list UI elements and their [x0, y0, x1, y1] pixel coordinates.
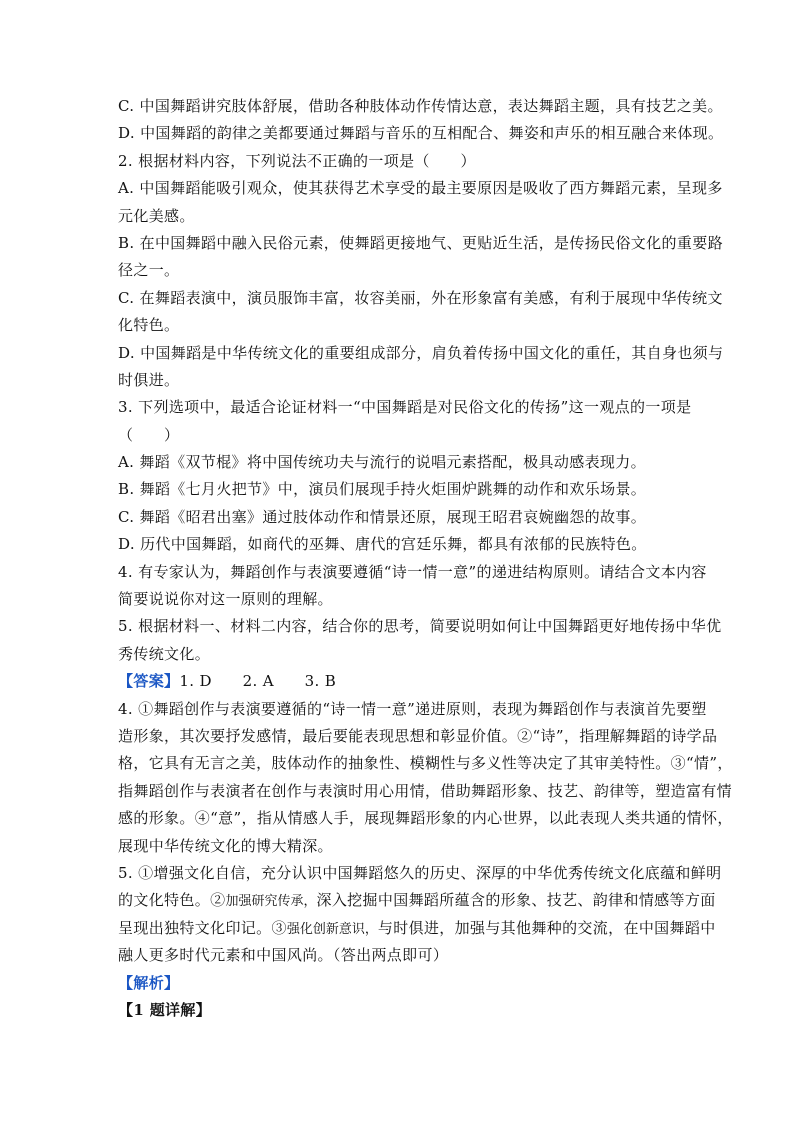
- question-3-stem: 3. 下列选项中，最适合论证材料一“中国舞蹈是对民俗文化的传扬”这一观点的一项是: [118, 398, 692, 417]
- question-2-stem: 2. 根据材料内容，下列说法不正确的一项是（ ）: [118, 151, 476, 170]
- answer-4-line5: 感的形象。④“意”，指从情感人手，展现舞蹈形象的内心世界，以此表现人类共通的情怀，: [118, 809, 733, 828]
- question-4-line2: 简要说说你对这一原则的理解。: [118, 590, 333, 609]
- answer-5-line2-a: 的文化特色。②: [118, 891, 226, 910]
- answer-5-line3-c: 与时俱进，加强与其他舞种的交流，在中国舞蹈中: [377, 918, 716, 937]
- answer-4-line3: 格，它具有无言之美，肢体动作的抽象性、模糊性与多义性等决定了其审美特性。③“情”，: [118, 754, 733, 773]
- analysis-label: 【解析】: [118, 973, 180, 992]
- answer-4-line2: 造形象，其次要抒发感情，最后要能表现思想和彰显价值。②“诗”，指理解舞蹈的诗学品: [118, 726, 718, 745]
- question-3-blank: （ ）: [118, 425, 180, 444]
- content-area: [118, 93, 733, 1024]
- answer-5-line1: 5. ①增强文化自信，充分认识中国舞蹈悠久的历史、深厚的中华优秀传统文化底蕴和鲜明: [118, 863, 722, 882]
- q2-option-c-line1: C. 在舞蹈表演中，演员服饰丰富，妆容美丽，外在形象富有美感，有利于展现中华传统文: [118, 288, 723, 307]
- answer-key-line: [118, 668, 678, 695]
- question-5-line1: 5. 根据材料一、材料二内容，结合你的思考，简要说明如何让中国舞蹈更好地传扬中华优: [118, 617, 722, 636]
- q2-option-a-line2: 元化美感。: [118, 206, 195, 225]
- q2-option-c-line2: 化特色。: [118, 316, 180, 335]
- answer-key-text: 1. D 2. A 3. B: [179, 672, 337, 691]
- detail-label: 【1 题详解】: [118, 1000, 212, 1019]
- q3-option-a: A. 舞蹈《双节棍》将中国传统功夫与流行的说唱元素搭配，极具动感表现力。: [118, 453, 646, 472]
- q3-option-b: B. 舞蹈《七月火把节》中，演员们展现手持火炬围炉跳舞的动作和欢乐场景。: [118, 480, 647, 499]
- answer-5-line4: 融人更多时代元素和中国风尚。（答出两点即可）: [118, 946, 449, 965]
- q2-option-d-line2: 时俱进。: [118, 370, 180, 389]
- q2-option-d-line1: D. 中国舞蹈是中华传统文化的重要组成部分，肩负着传扬中国文化的重任，其自身也须与: [118, 343, 724, 362]
- q3-option-d: D. 历代中国舞蹈，如商代的巫舞、唐代的宫廷乐舞，都具有浓郁的民族特色。: [118, 535, 647, 554]
- q3-option-c: C. 舞蹈《昭君出塞》通过肢体动作和情景还原，展现王昭君哀婉幽怨的故事。: [118, 507, 647, 526]
- answer-5-line3-a: 呈现出独特文化印记。③: [118, 918, 287, 937]
- question-5-line2: 秀传统文化。: [118, 644, 211, 663]
- q2-option-b-line1: B. 在中国舞蹈中融入民俗元素，使舞蹈更接地气、更贴近生活，是传扬民俗文化的重要路: [118, 233, 723, 252]
- answer-4-line6: 展现中华传统文化的博大精深。: [118, 836, 333, 855]
- answer-label: 【答案】: [118, 672, 180, 691]
- option-c-q1: C. 中国舞蹈讲究肢体舒展，借助各种肢体动作传情达意，表达舞蹈主题，具有技艺之美。: [118, 97, 723, 115]
- q2-option-b-line2: 径之一。: [118, 261, 180, 280]
- answer-5-line3-b: 强化创新意识，: [286, 921, 378, 937]
- answer-4-line1: 4. ①舞蹈创作与表演要遵循的“诗一情一意”递进原则，表现为舞蹈创作与表演首先要塑: [118, 699, 707, 718]
- option-d-q1: D. 中国舞蹈的韵律之美都要通过舞蹈与音乐的互相配合、舞姿和声乐的相互融合来体现。: [118, 124, 724, 143]
- answer-5-line2-b: 加强研究传承，: [225, 894, 317, 910]
- question-4-line1: 4. 有专家认为，舞蹈创作与表演要遵循“诗一情一意”的递进结构原则。请结合文本内容: [118, 562, 707, 581]
- answer-4-line4: 指舞蹈创作与表演者在创作与表演时用心用情，借助舞蹈形象、技艺、韵律等，塑造富有情: [118, 781, 733, 800]
- q2-option-a-line1: A. 中国舞蹈能吸引观众，使其获得艺术享受的最主要原因是吸收了西方舞蹈元素，呈现多: [118, 179, 723, 198]
- answer-5-line2-c: 深入挖掘中国舞蹈所蕴含的形象、技艺、韵律和情感等方面: [316, 891, 716, 910]
- answer-5-line2: [118, 887, 716, 914]
- answer-5-line3: [118, 915, 716, 942]
